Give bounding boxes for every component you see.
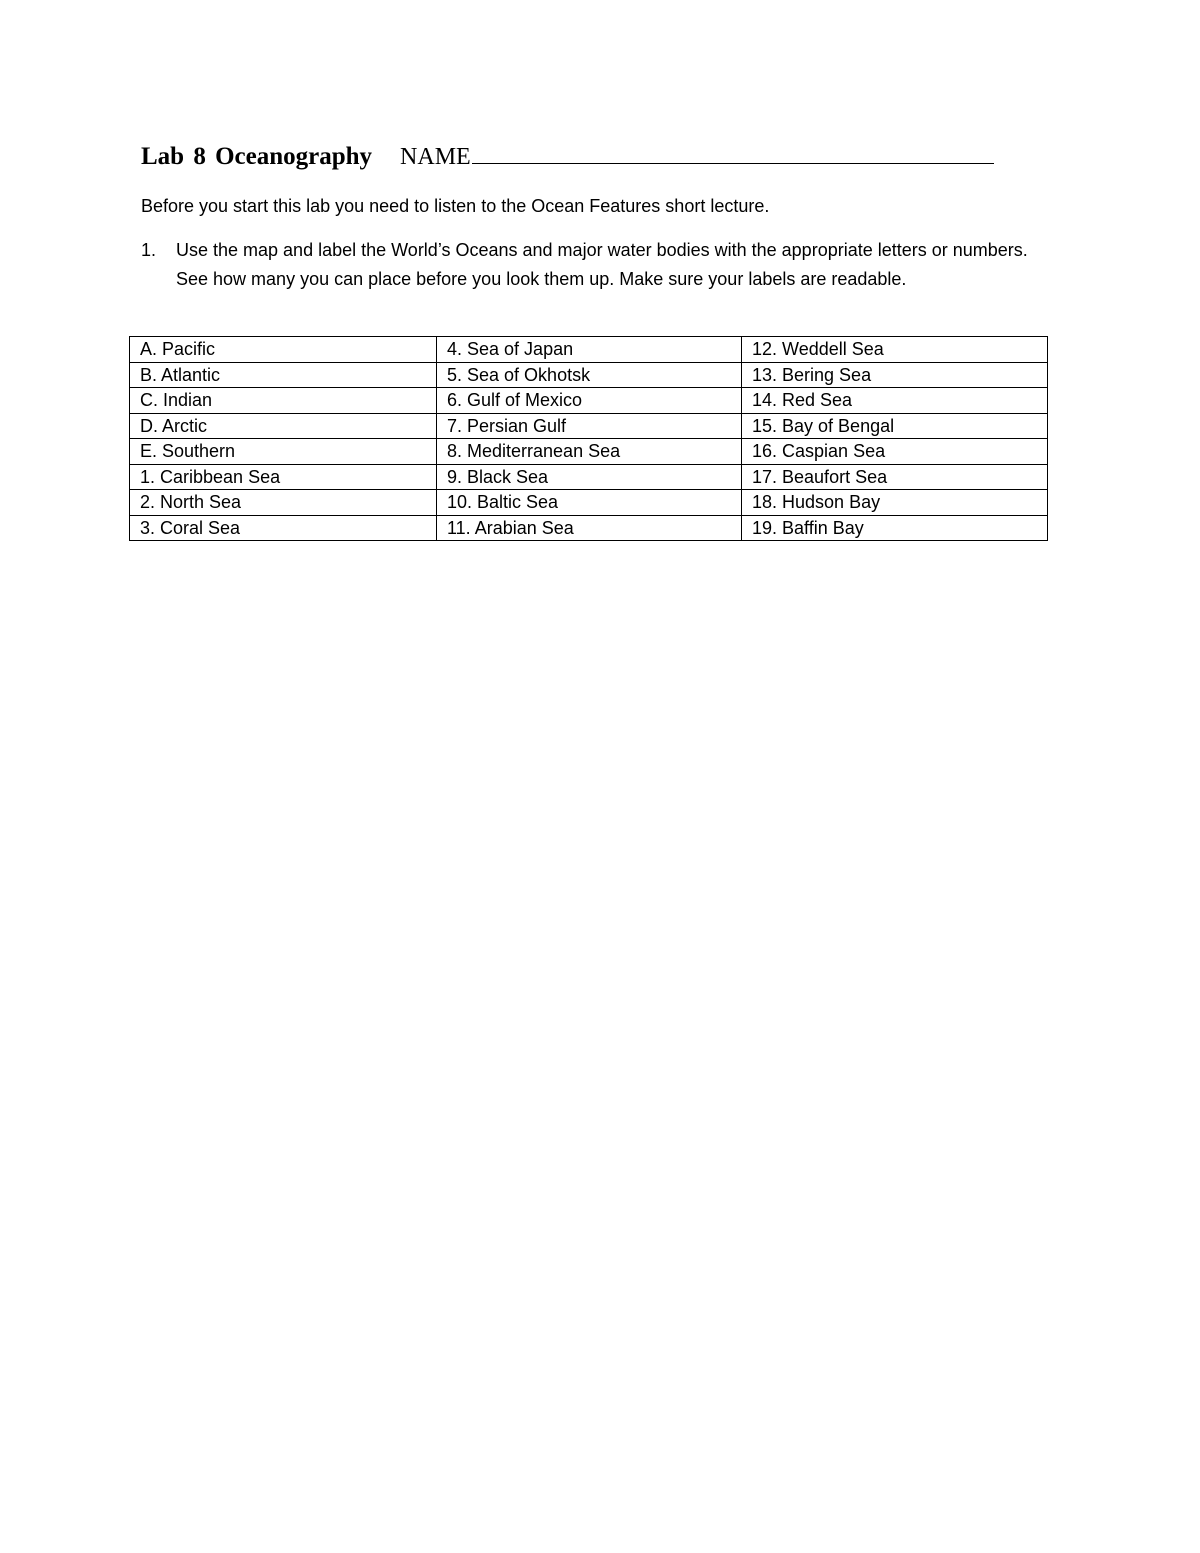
table-cell: 2. North Sea bbox=[130, 490, 437, 516]
table-cell: 17. Beaufort Sea bbox=[742, 464, 1048, 490]
table-cell: 19. Baffin Bay bbox=[742, 515, 1048, 541]
table-cell: 7. Persian Gulf bbox=[437, 413, 742, 439]
water-bodies-table bbox=[129, 336, 1048, 541]
table-cell: C. Indian bbox=[130, 388, 437, 414]
table-cell: D. Arctic bbox=[130, 413, 437, 439]
table-row bbox=[130, 464, 1048, 490]
table-cell: 9. Black Sea bbox=[437, 464, 742, 490]
table-cell: B. Atlantic bbox=[130, 362, 437, 388]
lab-title: Lab 8 Oceanography bbox=[141, 143, 373, 170]
table-cell: 11. Arabian Sea bbox=[437, 515, 742, 541]
table-row bbox=[130, 490, 1048, 516]
table-cell: 5. Sea of Okhotsk bbox=[437, 362, 742, 388]
table-row bbox=[130, 413, 1048, 439]
table-cell: A. Pacific bbox=[130, 337, 437, 363]
table-cell: 15. Bay of Bengal bbox=[742, 413, 1048, 439]
table-cell: 3. Coral Sea bbox=[130, 515, 437, 541]
name-label: NAME bbox=[400, 144, 471, 170]
table-cell: 14. Red Sea bbox=[742, 388, 1048, 414]
table-row bbox=[130, 362, 1048, 388]
table-cell: 1. Caribbean Sea bbox=[130, 464, 437, 490]
table-row bbox=[130, 515, 1048, 541]
name-blank-line[interactable] bbox=[472, 163, 994, 164]
table-cell: 18. Hudson Bay bbox=[742, 490, 1048, 516]
table-row bbox=[130, 337, 1048, 363]
table-cell: 6. Gulf of Mexico bbox=[437, 388, 742, 414]
table-cell: 4. Sea of Japan bbox=[437, 337, 742, 363]
table-cell: 8. Mediterranean Sea bbox=[437, 439, 742, 465]
question-text: Use the map and label the World’s Oceans and major water bodies with the appropriate letters or numbers. See how many you can place before you look them up. Make sure your labels are readable. bbox=[176, 240, 1028, 289]
table-cell: 12. Weddell Sea bbox=[742, 337, 1048, 363]
table-row bbox=[130, 439, 1048, 465]
table-cell: 13. Bering Sea bbox=[742, 362, 1048, 388]
table-cell: 10. Baltic Sea bbox=[437, 490, 742, 516]
table-row bbox=[130, 388, 1048, 414]
table-cell: 16. Caspian Sea bbox=[742, 439, 1048, 465]
question-number: 1. bbox=[141, 240, 157, 260]
table-cell: E. Southern bbox=[130, 439, 437, 465]
question-1 bbox=[141, 236, 1041, 294]
intro-text: Before you start this lab you need to listen to the Ocean Features short lecture. bbox=[141, 196, 770, 216]
title-line bbox=[141, 143, 1041, 177]
